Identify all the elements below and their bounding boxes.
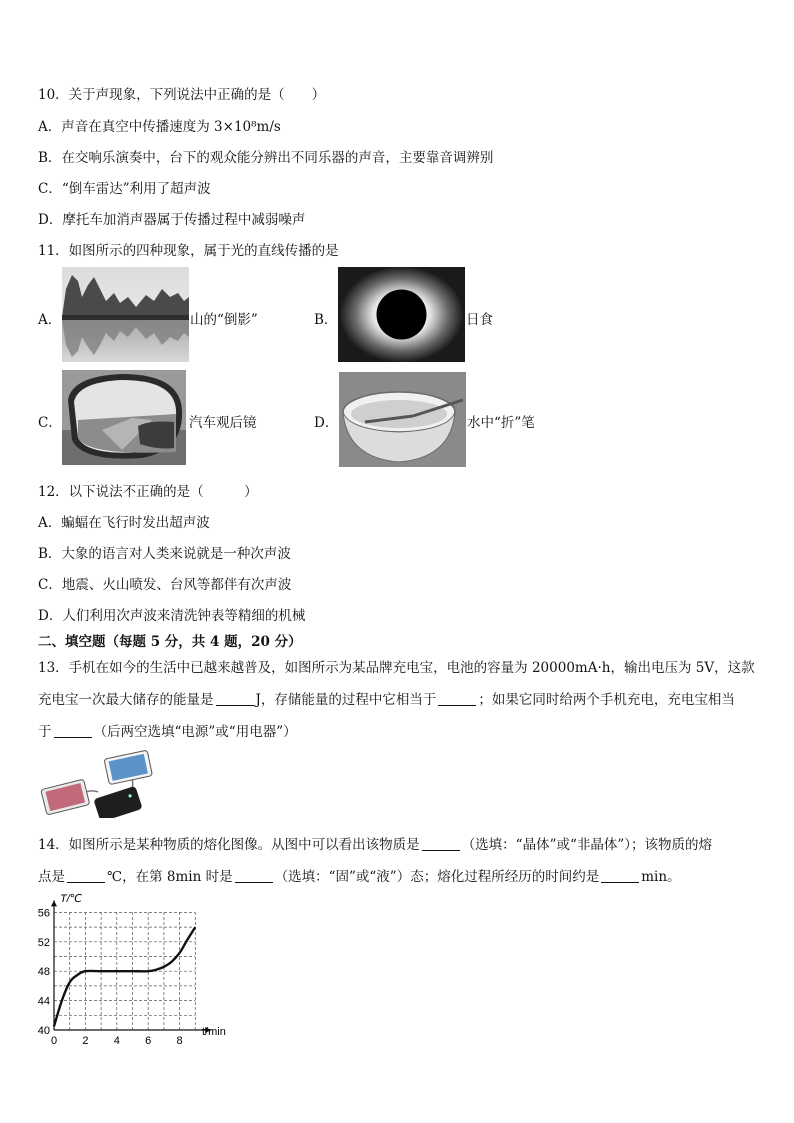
q14-blank-state[interactable] xyxy=(235,868,273,883)
y-tick-label: 44 xyxy=(37,995,50,1008)
q14-text-f: min。 xyxy=(641,869,681,885)
q12-option-d: D．人们利用次声波来清洗钟表等精细的机械 xyxy=(38,608,306,624)
q14-text-d: ℃，在第 8min 时是 xyxy=(107,869,233,885)
q13-text-c: ；如果它同时给两个手机充电，充电宝相当 xyxy=(478,692,735,708)
y-axis-arrow xyxy=(51,900,57,906)
q10-option-a: A．声音在真空中传播速度为 3×10⁸m/s xyxy=(38,119,281,135)
power-bank-image xyxy=(40,748,160,818)
melting-curve-chart xyxy=(30,888,250,1058)
car-mirror-image xyxy=(62,370,186,465)
q10-option-c: C．“倒车雷达”利用了超声波 xyxy=(38,181,211,197)
q13-line-2 xyxy=(38,688,735,708)
x-tick-label: 6 xyxy=(145,1035,152,1047)
q10-option-b: B．在交响乐演奏中，台下的观众能分辨出不同乐器的声音，主要靠音调辨别 xyxy=(38,150,494,166)
q11-option-d-caption: 水中“折”笔 xyxy=(467,415,535,431)
q13-text-d: 于 xyxy=(38,724,52,740)
x-tick-label: 8 xyxy=(176,1035,183,1047)
q14-line-1 xyxy=(38,833,712,853)
q13-blank-storing[interactable] xyxy=(438,691,476,706)
q14-blank-duration[interactable] xyxy=(601,868,639,883)
q12-option-b: B．大象的语言对人类来说就是一种次声波 xyxy=(38,546,291,562)
q13-text-a: 充电宝一次最大储存的能量是 xyxy=(38,692,214,708)
q14-text-c: 点是 xyxy=(38,869,65,885)
q13-text-b: J，存储能量的过程中它相当于 xyxy=(255,692,437,708)
q13-text-e: （后两空选填“电源”或“用电器”） xyxy=(93,724,297,740)
q13-blank-energy[interactable] xyxy=(216,691,254,706)
q11-option-d-label: D． xyxy=(314,415,339,431)
q12-option-c: C．地震、火山喷发、台风等都伴有次声波 xyxy=(38,577,292,593)
q11-option-c-label: C． xyxy=(38,415,62,431)
section-heading: 二、填空题（每题 5 分，共 4 题，20 分） xyxy=(38,634,302,650)
q10-stem: 10．关于声现象，下列说法中正确的是（ ） xyxy=(38,87,326,103)
q13-line-1: 13．手机在如今的生活中已越来越普及，如图所示为某品牌充电宝，电池的容量为 20000mA·h，输出电压为 5V，这款 xyxy=(38,660,755,676)
solar-eclipse-image xyxy=(338,267,465,362)
q11-option-b-label: B． xyxy=(314,312,338,328)
y-tick-label: 48 xyxy=(37,966,50,979)
q10-option-d: D．摩托车加消声器属于传播过程中减弱噪声 xyxy=(38,212,306,228)
q13-blank-charging[interactable] xyxy=(54,723,92,738)
x-tick-label: 0 xyxy=(50,1035,58,1047)
x-tick-label: 4 xyxy=(113,1035,120,1047)
q14-line-2 xyxy=(38,865,681,885)
q14-blank-crystal[interactable] xyxy=(422,836,460,851)
q11-stem: 11．如图所示的四种现象，属于光的直线传播的是 xyxy=(38,243,339,259)
x-axis-label: t/min xyxy=(202,1026,226,1038)
q11-option-c-caption: 汽车观后镜 xyxy=(189,415,257,431)
y-tick-label: 56 xyxy=(37,907,50,920)
q11-option-a-label: A． xyxy=(38,312,62,328)
y-axis-label: T/℃ xyxy=(60,893,83,905)
mountain-reflection-image xyxy=(62,267,189,362)
q12-stem: 12．以下说法不正确的是（ ） xyxy=(38,484,258,500)
bent-pencil-in-water-image xyxy=(339,372,466,467)
q11-option-a-caption: 山的“倒影” xyxy=(190,312,258,328)
q12-option-a: A．蝙蝠在飞行时发出超声波 xyxy=(38,515,210,531)
q13-line-3 xyxy=(38,720,297,740)
y-tick-label: 40 xyxy=(37,1025,50,1037)
q11-option-b-caption: 日食 xyxy=(466,312,493,328)
q14-text-b: （选填：“晶体”或“非晶体”）；该物质的熔 xyxy=(461,837,713,853)
x-tick-label: 2 xyxy=(82,1035,89,1047)
q14-text-e: （选填：“固”或“液”）态；熔化过程所经历的时间约是 xyxy=(274,869,600,885)
q14-text-a: 14．如图所示是某种物质的熔化图像。从图中可以看出该物质是 xyxy=(38,837,420,853)
q14-blank-melting-point[interactable] xyxy=(67,868,105,883)
y-tick-label: 52 xyxy=(37,936,50,949)
